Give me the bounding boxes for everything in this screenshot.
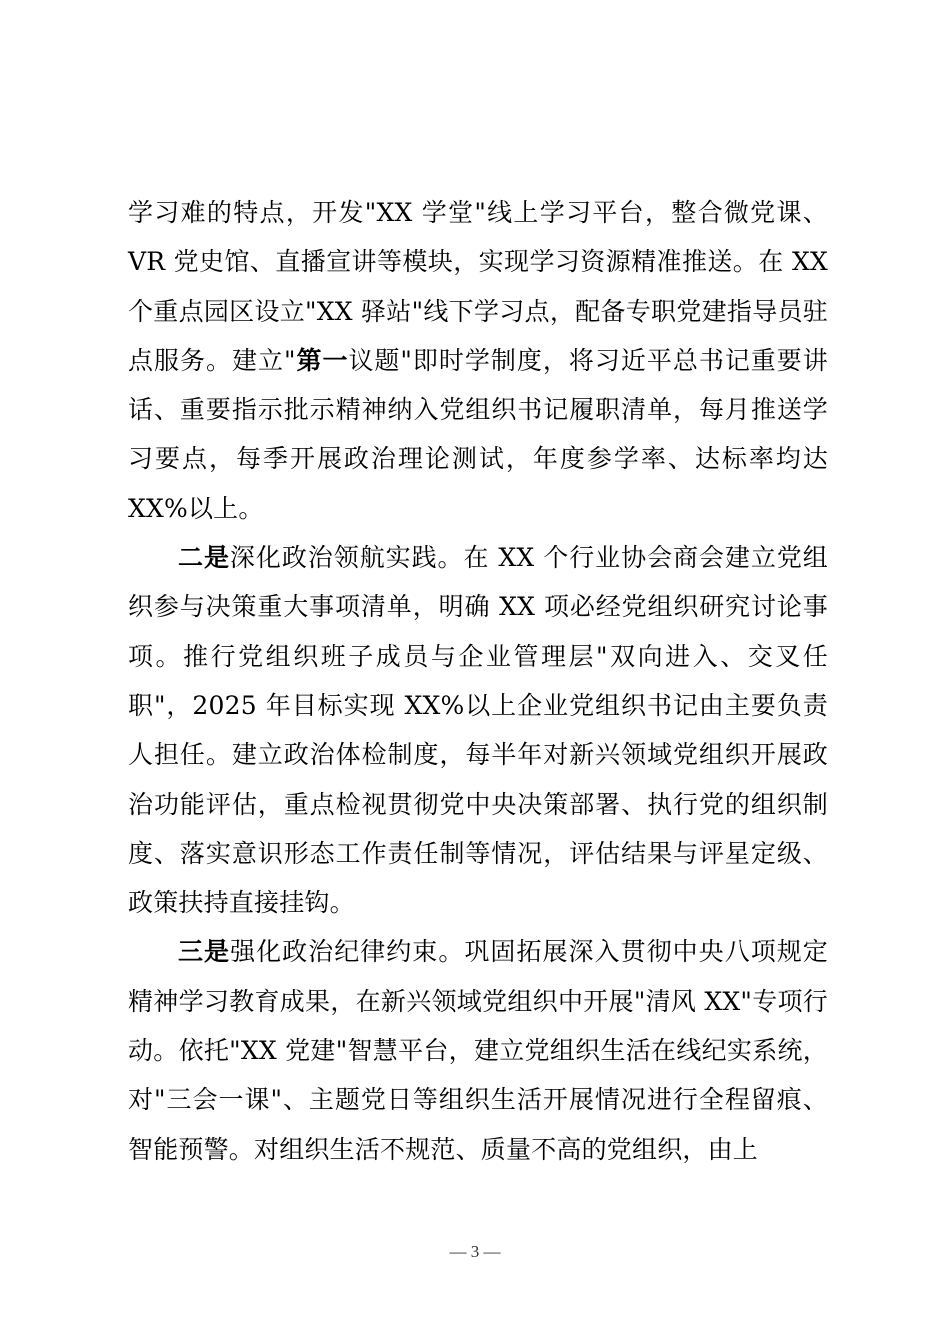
paragraph-third bbox=[128, 927, 828, 1173]
paragraph-continued bbox=[128, 188, 828, 533]
paragraph-1-bold-term: 第一 bbox=[295, 345, 349, 375]
paragraph-3-text: 强化政治纪律约束。巩固拓展深入贯彻中央八项规定精神学习教育成果，在新兴领域党组织中开展"清风 XX"专项行动。依托"XX 党建"智慧平台，建立党组织生活在线纪实系统，对"三会一课"、主题党日等组织生活开展情况进行全程留痕、智能预警。对组织生活不规范、质量不高的党组织，由上 bbox=[128, 937, 828, 1164]
paragraph-1-text-after: 议题"即时学制度，将习近平总书记重要讲话、重要指示批示精神纳入党组织书记履职清单，每月推送学习要点，每季开展政治理论测试，年度参学率、达标率均达 XX%以上。 bbox=[128, 345, 828, 523]
page-body bbox=[128, 188, 828, 1174]
paragraph-2-text: 深化政治领航实践。在 XX 个行业协会商会建立党组织参与决策重大事项清单，明确 XX 项必经党组织研究讨论事项。推行党组织班子成员与企业管理层"双向进入、交叉任职"，2025 年目标实现 XX%以上企业党组织书记由主要负责人担任。建立政治体检制度，每半年对新兴领域党组织开展政治功能评估，重点检视贯彻党中央决策部署、执行党的组织制度、落实意识形态工作责任制等情况，评估结果与评星定级、政策扶持直接挂钩。 bbox=[128, 543, 828, 918]
paragraph-1-text-before: 学习难的特点，开发"XX 学堂"线上学习平台，整合微党课、VR 党史馆、直播宣讲等模块，实现学习资源精准推送。在 XX 个重点园区设立"XX 驿站"线下学习点，配备专职党建指导员驻点服务。建立" bbox=[128, 198, 828, 375]
paragraph-second bbox=[128, 533, 828, 927]
paragraph-3-lead: 三是 bbox=[178, 937, 231, 967]
paragraph-2-lead: 二是 bbox=[178, 543, 230, 573]
page-number: — 3 — bbox=[449, 1242, 501, 1261]
